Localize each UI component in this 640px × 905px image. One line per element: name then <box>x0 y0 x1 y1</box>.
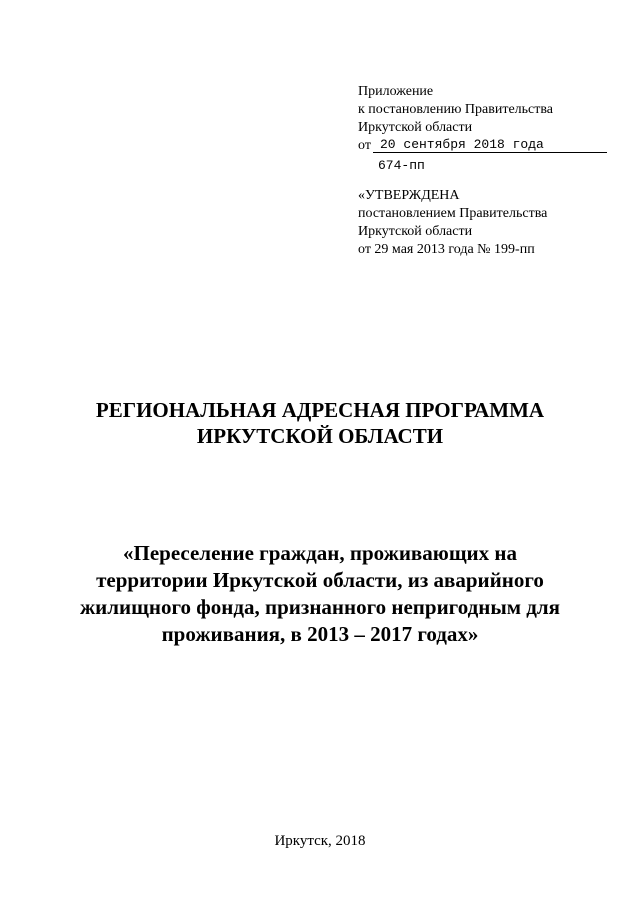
approved-line-4: от 29 мая 2013 года № 199-пп <box>358 242 535 257</box>
program-title <box>40 397 600 449</box>
footer-city-year: Иркутск, 2018 <box>274 833 366 849</box>
approved-line-2: постановлением Правительства <box>358 206 548 221</box>
appendix-date-row <box>358 137 628 155</box>
appendix-number-value: 674-пп <box>378 158 425 173</box>
program-subtitle-line-1: «Переселение граждан, проживающих на <box>123 541 517 565</box>
appendix-date-underline <box>373 152 607 153</box>
program-title-line-1: РЕГИОНАЛЬНАЯ АДРЕСНАЯ ПРОГРАММА <box>95 398 545 422</box>
approved-line-3: Иркутской области <box>358 224 473 239</box>
appendix-date-value: 20 сентября 2018 года <box>380 137 544 152</box>
appendix-line-1: Приложение <box>358 84 434 99</box>
appendix-date-prefix: от <box>358 138 371 153</box>
approved-block <box>358 187 628 259</box>
appendix-block <box>358 83 628 174</box>
program-subtitle-line-2: территории Иркутской области, из аварийного <box>96 568 544 592</box>
program-subtitle-line-4: проживания, в 2013 – 2017 годах» <box>161 622 479 646</box>
appendix-line-3: Иркутской области <box>358 120 473 135</box>
approved-line-1: «УТВЕРЖДЕНА <box>358 188 460 203</box>
program-subtitle <box>40 540 600 648</box>
appendix-line-2: к постановлению Правительства <box>358 102 554 117</box>
program-subtitle-line-3: жилищного фонда, признанного непригодным для <box>79 595 561 619</box>
program-title-line-2: ИРКУТСКОЙ ОБЛАСТИ <box>196 424 444 448</box>
